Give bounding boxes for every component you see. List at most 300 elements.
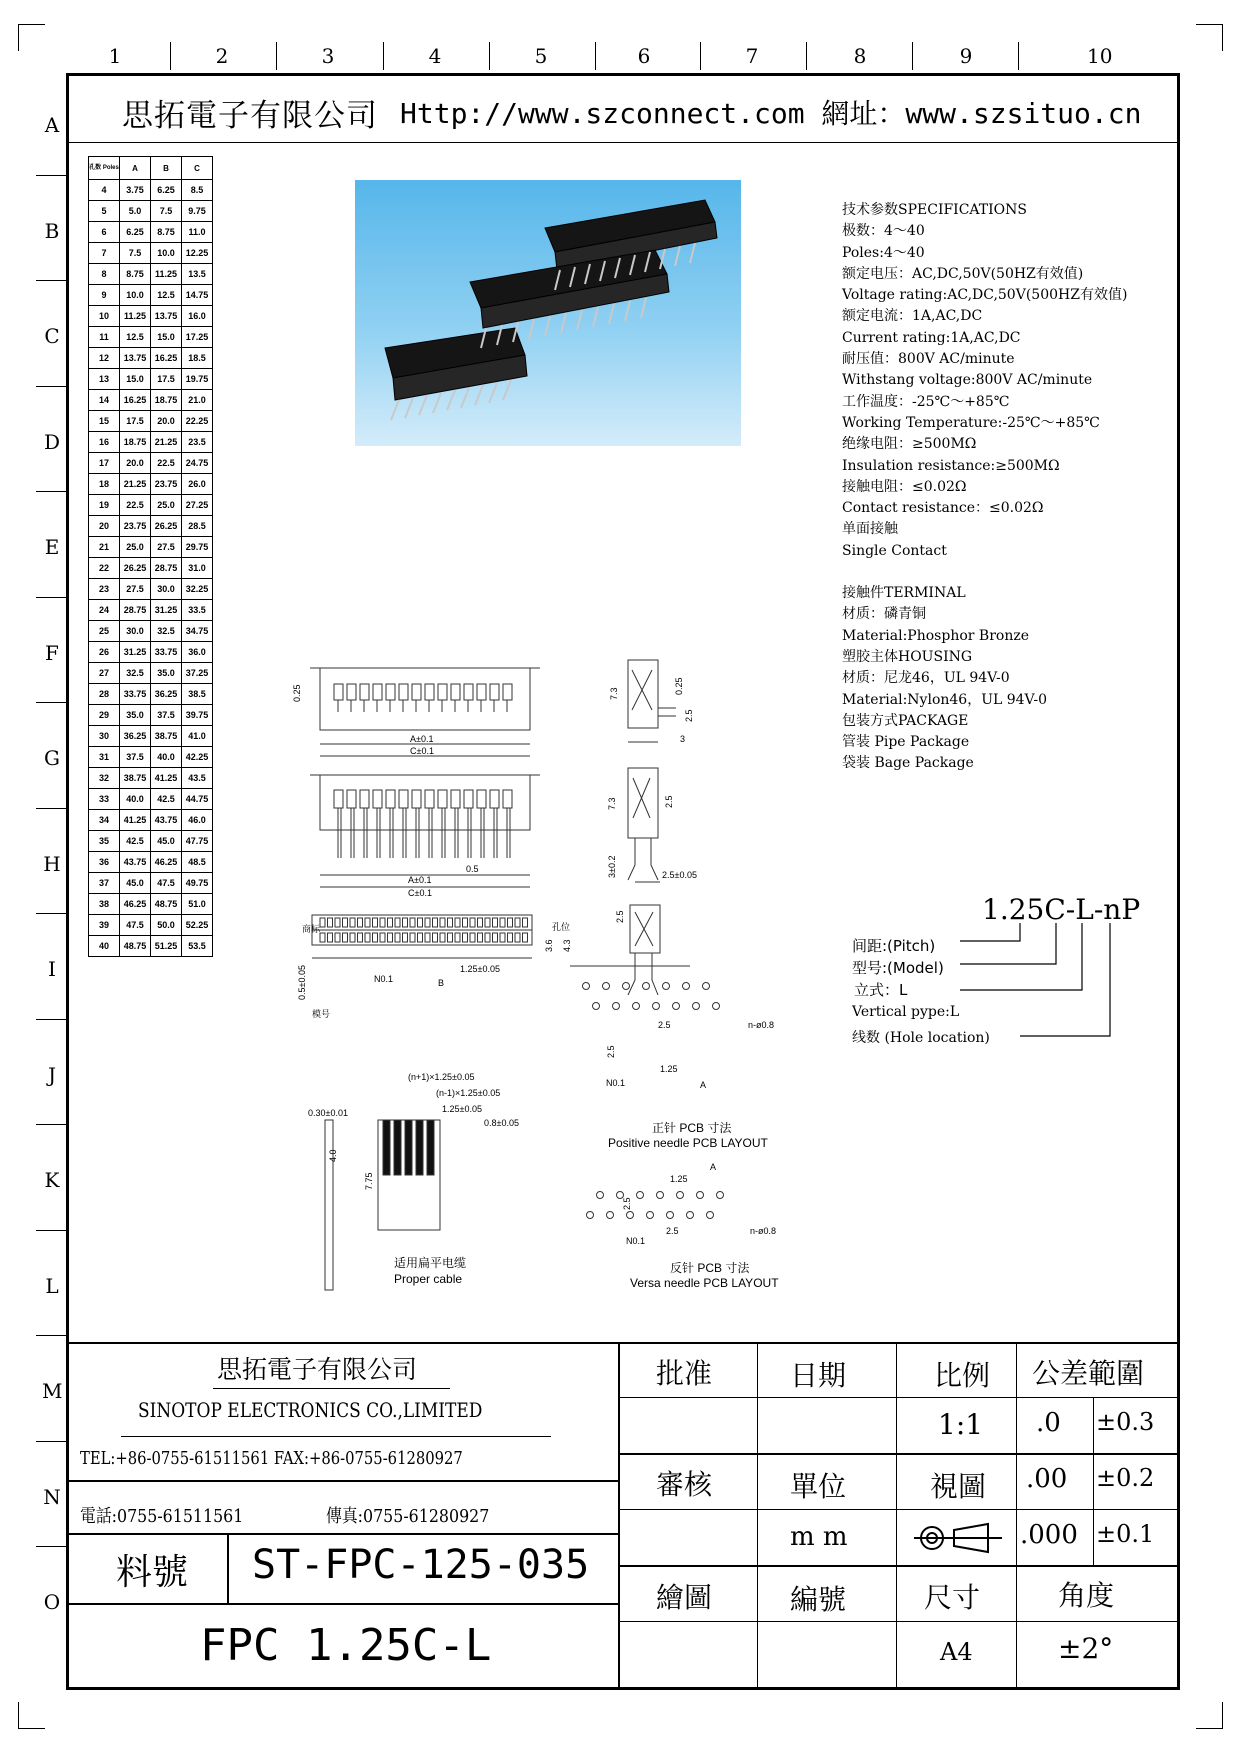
- dim-front-mid-a: A±0.1: [408, 875, 432, 885]
- table-row: [89, 180, 213, 201]
- grid-column-7: 7: [745, 44, 759, 68]
- dim-side-top-t: 0.25: [674, 677, 684, 695]
- table-cell: 22.25: [182, 411, 213, 432]
- table-cell: 17.25: [182, 327, 213, 348]
- table-cell: 31.0: [182, 558, 213, 579]
- dim-cable-3: 1.25±0.05: [442, 1104, 482, 1114]
- dim-side-mid-p: 3±0.2: [607, 855, 617, 878]
- table-cell: 36.0: [182, 642, 213, 663]
- col-header-a: A: [120, 157, 151, 180]
- dim-pcb2-p2: 2.5: [666, 1226, 679, 1236]
- table-cell: 5: [89, 201, 120, 222]
- table-cell: 35.0: [120, 705, 151, 726]
- table-cell: 6.25: [120, 222, 151, 243]
- grid-column-tick: [912, 42, 913, 70]
- table-cell: 12.5: [151, 285, 182, 306]
- table-cell: 8: [89, 264, 120, 285]
- table-cell: 28.5: [182, 516, 213, 537]
- dim-pcb2-v: 2.5: [622, 1197, 632, 1210]
- label-pcb1-en: Positive needle PCB LAYOUT: [608, 1136, 768, 1150]
- table-cell: 48.75: [120, 936, 151, 957]
- table-row: [89, 768, 213, 789]
- spec-line: 塑胶主体HOUSING: [842, 648, 973, 665]
- dim-top-side: 0.5±0.05: [297, 965, 307, 1000]
- dim-cable-h2: 7.75: [364, 1172, 374, 1190]
- tb-tol-00-value: ±0.2: [1096, 1464, 1155, 1492]
- table-cell: 41.0: [182, 726, 213, 747]
- label-mold-no: 模号: [312, 1009, 331, 1019]
- table-cell: 22: [89, 558, 120, 579]
- table-row: [89, 306, 213, 327]
- spec-line: 技术参数SPECIFICATIONS: [842, 202, 1027, 218]
- table-row: [89, 600, 213, 621]
- table-cell: 41.25: [151, 768, 182, 789]
- dim-cable-1: (n+1)×1.25±0.05: [408, 1072, 475, 1082]
- tb-review: 審核: [656, 1468, 713, 1501]
- dim-side-low-h: 2.5: [615, 910, 625, 923]
- grid-column-9: 9: [959, 44, 973, 68]
- tb-size-value: A4: [940, 1638, 973, 1666]
- spec-line: 接触件TERMINAL: [842, 585, 966, 602]
- dim-front-top-c: C±0.1: [410, 746, 434, 756]
- table-cell: 6.25: [151, 180, 182, 201]
- dim-front-mid-pitch: 0.5: [466, 864, 479, 874]
- part-code: 1.25C-L-nP: [982, 893, 1141, 926]
- table-cell: 47.5: [151, 873, 182, 894]
- tb-approve: 批准: [656, 1357, 713, 1390]
- table-cell: 21: [89, 537, 120, 558]
- label-pcb1-cn: 正针 PCB 寸法: [652, 1121, 732, 1135]
- tb-product: FPC 1.25C-L: [200, 1620, 492, 1671]
- spec-line: Withstang voltage:800V AC/minute: [842, 372, 1093, 389]
- table-cell: 33.5: [182, 600, 213, 621]
- table-cell: 17.5: [151, 369, 182, 390]
- table-cell: 16: [89, 432, 120, 453]
- tb-scale-value: 1:1: [938, 1408, 984, 1441]
- grid-column-tick: [276, 42, 277, 70]
- table-cell: 13: [89, 369, 120, 390]
- table-cell: 30.0: [151, 579, 182, 600]
- label-brand: 商标: [302, 924, 321, 934]
- tb-fax-cn: 傳真:0755-61280927: [326, 1506, 490, 1527]
- tb-number: 編號: [790, 1583, 847, 1616]
- grid-row-tick: [36, 175, 66, 176]
- dim-cable-h1: 4.0: [328, 1149, 338, 1162]
- table-cell: 11.25: [120, 306, 151, 327]
- table-row: [89, 516, 213, 537]
- grid-row-I: I: [48, 957, 56, 981]
- table-cell: 13.5: [182, 264, 213, 285]
- table-cell: 19.75: [182, 369, 213, 390]
- table-row: [89, 558, 213, 579]
- table-row: [89, 264, 213, 285]
- spec-line: 包装方式PACKAGE: [842, 712, 969, 729]
- spec-line: Contact resistance：≤0.02Ω: [842, 500, 1044, 517]
- table-cell: 24: [89, 600, 120, 621]
- table-cell: 37.5: [151, 705, 182, 726]
- table-row: [89, 642, 213, 663]
- dim-cable-thick: 0.30±0.01: [308, 1108, 348, 1118]
- table-cell: 7: [89, 243, 120, 264]
- spec-line: 绝缘电阻：≥500MΩ: [842, 436, 977, 453]
- col-header-c: C: [182, 157, 213, 180]
- grid-row-K: K: [44, 1168, 60, 1192]
- table-cell: 31.25: [120, 642, 151, 663]
- header-url: Http://www.szconnect.com 網址：www.szsituo.cn: [400, 97, 1142, 130]
- dim-pcb1-hole: n-ø0.8: [748, 1020, 775, 1030]
- code-label-pitch: 间距:(Pitch): [852, 937, 936, 955]
- table-cell: 38: [89, 894, 120, 915]
- table-row: [89, 222, 213, 243]
- table-row: [89, 705, 213, 726]
- table-cell: 38.75: [151, 726, 182, 747]
- grid-column-10: 10: [1087, 44, 1113, 68]
- tb-tel-fax: TEL:+86-0755-61511561 FAX:+86-0755-61280927: [80, 1448, 463, 1469]
- spec-line: 袋装 Bage Package: [842, 755, 974, 772]
- dim-side-top-w: 3: [680, 734, 686, 744]
- table-cell: 15.0: [120, 369, 151, 390]
- grid-column-tick: [595, 42, 596, 70]
- table-cell: 28: [89, 684, 120, 705]
- spec-line: 耐压值：800V AC/minute: [842, 351, 1015, 368]
- table-cell: 9: [89, 285, 120, 306]
- table-cell: 16.0: [182, 306, 213, 327]
- tb-tol-0: .0: [1036, 1408, 1061, 1438]
- table-cell: 11.0: [182, 222, 213, 243]
- table-cell: 8.5: [182, 180, 213, 201]
- table-cell: 17.5: [120, 411, 151, 432]
- table-cell: 31.25: [151, 600, 182, 621]
- header-divider: [69, 142, 1177, 143]
- grid-row-tick: [36, 702, 66, 703]
- spec-line: [842, 562, 1127, 583]
- tb-unit-value: m m: [790, 1522, 848, 1552]
- table-cell: 12: [89, 348, 120, 369]
- table-cell: 3.75: [120, 180, 151, 201]
- grid-row-tick: [36, 913, 66, 914]
- spec-line: Working Temperature:-25℃～+85℃: [842, 414, 1100, 431]
- grid-row-tick: [36, 1230, 66, 1231]
- label-pcb2-cn: 反针 PCB 寸法: [670, 1261, 750, 1275]
- grid-row-tick: [36, 1335, 66, 1336]
- grid-row-E: E: [44, 535, 60, 559]
- tb-company-en: SINOTOP ELECTRONICS CO.,LIMITED: [138, 1398, 483, 1422]
- table-cell: 26: [89, 642, 120, 663]
- table-row: [89, 285, 213, 306]
- spec-line: Insulation resistance:≥500MΩ: [842, 457, 1060, 474]
- spec-line: 额定电流：1A,AC,DC: [842, 308, 983, 325]
- table-cell: 24.75: [182, 453, 213, 474]
- code-label-vertical-en: Vertical pype:L: [852, 1004, 960, 1020]
- table-cell: 48.75: [151, 894, 182, 915]
- table-cell: 50.0: [151, 915, 182, 936]
- table-cell: 44.75: [182, 789, 213, 810]
- tb-tol-000-value: ±0.1: [1096, 1520, 1155, 1548]
- table-cell: 16.25: [120, 390, 151, 411]
- label-cable-cn: 适用扁平电缆: [394, 1256, 467, 1270]
- table-cell: 4: [89, 180, 120, 201]
- grid-column-tick: [1018, 42, 1019, 70]
- tb-part-number: ST-FPC-125-035: [252, 1542, 590, 1588]
- table-cell: 12.5: [120, 327, 151, 348]
- grid-row-tick: [36, 1546, 66, 1547]
- table-cell: 36.25: [120, 726, 151, 747]
- label-pcb1-no1: N0.1: [606, 1078, 626, 1088]
- table-cell: 43.75: [120, 852, 151, 873]
- table-cell: 27.5: [151, 537, 182, 558]
- table-row: [89, 936, 213, 957]
- table-row: [89, 621, 213, 642]
- label-cable-en: Proper cable: [394, 1272, 463, 1286]
- grid-row-F: F: [45, 640, 59, 665]
- table-cell: 34.75: [182, 621, 213, 642]
- table-row: [89, 831, 213, 852]
- table-cell: 18.75: [151, 390, 182, 411]
- tb-part-label: 料號: [116, 1552, 189, 1593]
- grid-column-tick: [383, 42, 384, 70]
- table-row: [89, 852, 213, 873]
- dim-front-mid-c: C±0.1: [408, 888, 432, 898]
- table-cell: 10.0: [120, 285, 151, 306]
- grid-column-8: 8: [853, 44, 867, 68]
- dim-pcb1-p1: 2.5: [658, 1020, 671, 1030]
- spec-line: Poles:4～40: [842, 244, 925, 261]
- table-cell: 46.25: [120, 894, 151, 915]
- table-cell: 47.75: [182, 831, 213, 852]
- table-cell: 16.25: [151, 348, 182, 369]
- tb-phone-cn: 電話:0755-61511561: [80, 1506, 244, 1527]
- table-cell: 22.5: [120, 495, 151, 516]
- tb-date: 日期: [790, 1359, 847, 1392]
- table-cell: 21.25: [151, 432, 182, 453]
- spec-line: 极数：4～40: [842, 223, 925, 240]
- table-cell: 40.0: [151, 747, 182, 768]
- table-cell: 17: [89, 453, 120, 474]
- spec-line: 工作温度：-25℃～+85℃: [842, 393, 1010, 410]
- tb-unit: 單位: [790, 1470, 847, 1503]
- grid-row-M: M: [42, 1379, 63, 1403]
- spec-line: 接触电阻：≤0.02Ω: [842, 478, 967, 495]
- table-cell: 11: [89, 327, 120, 348]
- grid-column-tick: [806, 42, 807, 70]
- table-cell: 42.5: [151, 789, 182, 810]
- table-cell: 13.75: [120, 348, 151, 369]
- table-row: [89, 663, 213, 684]
- dim-side-mid-h: 7.3: [607, 797, 617, 810]
- table-cell: 26.25: [151, 516, 182, 537]
- table-row: [89, 495, 213, 516]
- dim-front-top-thick: 0.25: [292, 684, 302, 702]
- table-cell: 26.0: [182, 474, 213, 495]
- table-row: [89, 432, 213, 453]
- table-cell: 51.0: [182, 894, 213, 915]
- table-cell: 38.75: [120, 768, 151, 789]
- dim-cable-2: (n-1)×1.25±0.05: [436, 1088, 501, 1098]
- table-cell: 9.75: [182, 201, 213, 222]
- table-cell: 49.75: [182, 873, 213, 894]
- tb-size: 尺寸: [924, 1581, 981, 1614]
- table-row: [89, 684, 213, 705]
- table-cell: 23.75: [151, 474, 182, 495]
- table-cell: 48.5: [182, 852, 213, 873]
- grid-row-L: L: [45, 1273, 59, 1298]
- table-row: [89, 873, 213, 894]
- table-cell: 8.75: [151, 222, 182, 243]
- col-header-b: B: [151, 157, 182, 180]
- product-photo: [355, 180, 741, 446]
- table-cell: 30.0: [120, 621, 151, 642]
- projection-symbol-icon: [912, 1520, 1004, 1556]
- dim-top-pitch: 1.25±0.05: [460, 964, 500, 974]
- grid-column-1: 1: [108, 44, 122, 68]
- table-cell: 27.25: [182, 495, 213, 516]
- table-cell: 18.5: [182, 348, 213, 369]
- table-cell: 13.75: [151, 306, 182, 327]
- tb-draw: 繪圖: [656, 1581, 713, 1614]
- table-cell: 32: [89, 768, 120, 789]
- dim-pcb2-pitch: 1.25: [670, 1174, 688, 1184]
- spec-line: Single Contact: [842, 542, 947, 559]
- table-row: [89, 348, 213, 369]
- grid-row-tick: [36, 1019, 66, 1020]
- tb-scale: 比例: [934, 1359, 991, 1392]
- table-cell: 35.0: [151, 663, 182, 684]
- table-cell: 20: [89, 516, 120, 537]
- technical-drawings: [290, 650, 850, 1300]
- grid-row-G: G: [44, 746, 60, 770]
- table-cell: 10.0: [151, 243, 182, 264]
- table-cell: 33.75: [151, 642, 182, 663]
- table-cell: 51.25: [151, 936, 182, 957]
- table-cell: 14: [89, 390, 120, 411]
- crop-mark-bottom-right: [1196, 1702, 1223, 1729]
- table-cell: 45.0: [151, 831, 182, 852]
- table-row: [89, 474, 213, 495]
- table-row: [89, 411, 213, 432]
- grid-column-6: 6: [637, 44, 651, 68]
- grid-row-C: C: [44, 324, 60, 348]
- table-cell: 18: [89, 474, 120, 495]
- tb-view: 視圖: [930, 1470, 987, 1503]
- crop-mark-top-left: [18, 24, 45, 51]
- table-cell: 40: [89, 936, 120, 957]
- table-cell: 31: [89, 747, 120, 768]
- table-cell: 14.75: [182, 285, 213, 306]
- table-cell: 40.0: [120, 789, 151, 810]
- table-cell: 32.5: [151, 621, 182, 642]
- table-cell: 28.75: [120, 600, 151, 621]
- grid-row-J: J: [47, 1062, 57, 1087]
- table-cell: 8.75: [120, 264, 151, 285]
- label-hole-position: 孔位: [552, 922, 571, 932]
- code-label-hole: 线数 (Hole location): [852, 1030, 990, 1046]
- grid-row-tick: [36, 1441, 66, 1442]
- table-cell: 7.5: [120, 243, 151, 264]
- header-company: 思拓電子有限公司: [122, 98, 378, 134]
- col-header-poles: 孔数 Poles: [89, 157, 120, 180]
- table-cell: 34: [89, 810, 120, 831]
- spec-line: 材质：尼龙46，UL 94V-0: [842, 670, 1010, 687]
- table-row: [89, 369, 213, 390]
- table-cell: 28.75: [151, 558, 182, 579]
- label-no1: N0.1: [374, 974, 394, 984]
- table-row: [89, 579, 213, 600]
- label-pcb2-no1: N0.1: [626, 1236, 646, 1246]
- grid-row-tick: [36, 597, 66, 598]
- dim-side-mid-w: 2.5±0.05: [662, 870, 697, 880]
- table-cell: 27: [89, 663, 120, 684]
- tb-tol-000: .000: [1020, 1520, 1078, 1550]
- dim-cable-4: 0.8±0.05: [484, 1118, 519, 1128]
- tb-tol-0-value: ±0.3: [1096, 1408, 1155, 1436]
- grid-column-tick: [489, 42, 490, 70]
- part-code-leader-lines: [960, 918, 1130, 1038]
- table-cell: 25.0: [151, 495, 182, 516]
- spec-line: 额定电压：AC,DC,50V(50HZ有效值): [842, 265, 1084, 282]
- grid-row-tick: [36, 280, 66, 281]
- dim-front-top-a: A±0.1: [410, 734, 434, 744]
- table-cell: 42.5: [120, 831, 151, 852]
- dim-pcb2-a: A: [710, 1162, 717, 1172]
- table-cell: 25: [89, 621, 120, 642]
- table-cell: 33.75: [120, 684, 151, 705]
- table-cell: 15: [89, 411, 120, 432]
- table-cell: 11.25: [151, 264, 182, 285]
- table-cell: 6: [89, 222, 120, 243]
- grid-column-tick: [170, 42, 171, 70]
- dim-pcb1-pitch: 1.25: [660, 1064, 678, 1074]
- table-cell: 26.25: [120, 558, 151, 579]
- table-cell: 20.0: [151, 411, 182, 432]
- dim-side-top-s: 2.5: [684, 709, 694, 722]
- code-label-model: 型号:(Model): [852, 959, 944, 977]
- table-row: [89, 810, 213, 831]
- table-row: [89, 747, 213, 768]
- table-cell: 22.5: [151, 453, 182, 474]
- grid-row-tick: [36, 1124, 66, 1125]
- spec-line: Voltage rating:AC,DC,50V(500HZ有效值): [842, 287, 1128, 304]
- grid-column-tick: [700, 42, 701, 70]
- table-cell: 39.75: [182, 705, 213, 726]
- table-cell: 19: [89, 495, 120, 516]
- table-row: [89, 789, 213, 810]
- grid-row-O: O: [43, 1590, 61, 1614]
- grid-row-tick: [36, 386, 66, 387]
- tb-angle-value: ±2°: [1058, 1632, 1114, 1665]
- crop-mark-top-right: [1196, 24, 1223, 51]
- table-cell: 20.0: [120, 453, 151, 474]
- table-cell: 10: [89, 306, 120, 327]
- table-row: [89, 243, 213, 264]
- grid-row-tick: [36, 491, 66, 492]
- table-cell: 37.25: [182, 663, 213, 684]
- table-cell: 46.0: [182, 810, 213, 831]
- table-cell: 23: [89, 579, 120, 600]
- pole-dimension-table: [88, 156, 213, 957]
- table-row: [89, 390, 213, 411]
- tb-tolerance: 公差範圍: [1032, 1357, 1145, 1390]
- dim-side-mid-t: 2.5: [664, 795, 674, 808]
- dim-side-top-h: 7.3: [609, 687, 619, 700]
- table-row: [89, 726, 213, 747]
- table-cell: 43.75: [151, 810, 182, 831]
- table-cell: 15.0: [151, 327, 182, 348]
- table-cell: 39: [89, 915, 120, 936]
- table-cell: 41.25: [120, 810, 151, 831]
- table-cell: 43.5: [182, 768, 213, 789]
- tb-tol-00: .00: [1026, 1464, 1068, 1494]
- tb-angle: 角度: [1058, 1579, 1115, 1612]
